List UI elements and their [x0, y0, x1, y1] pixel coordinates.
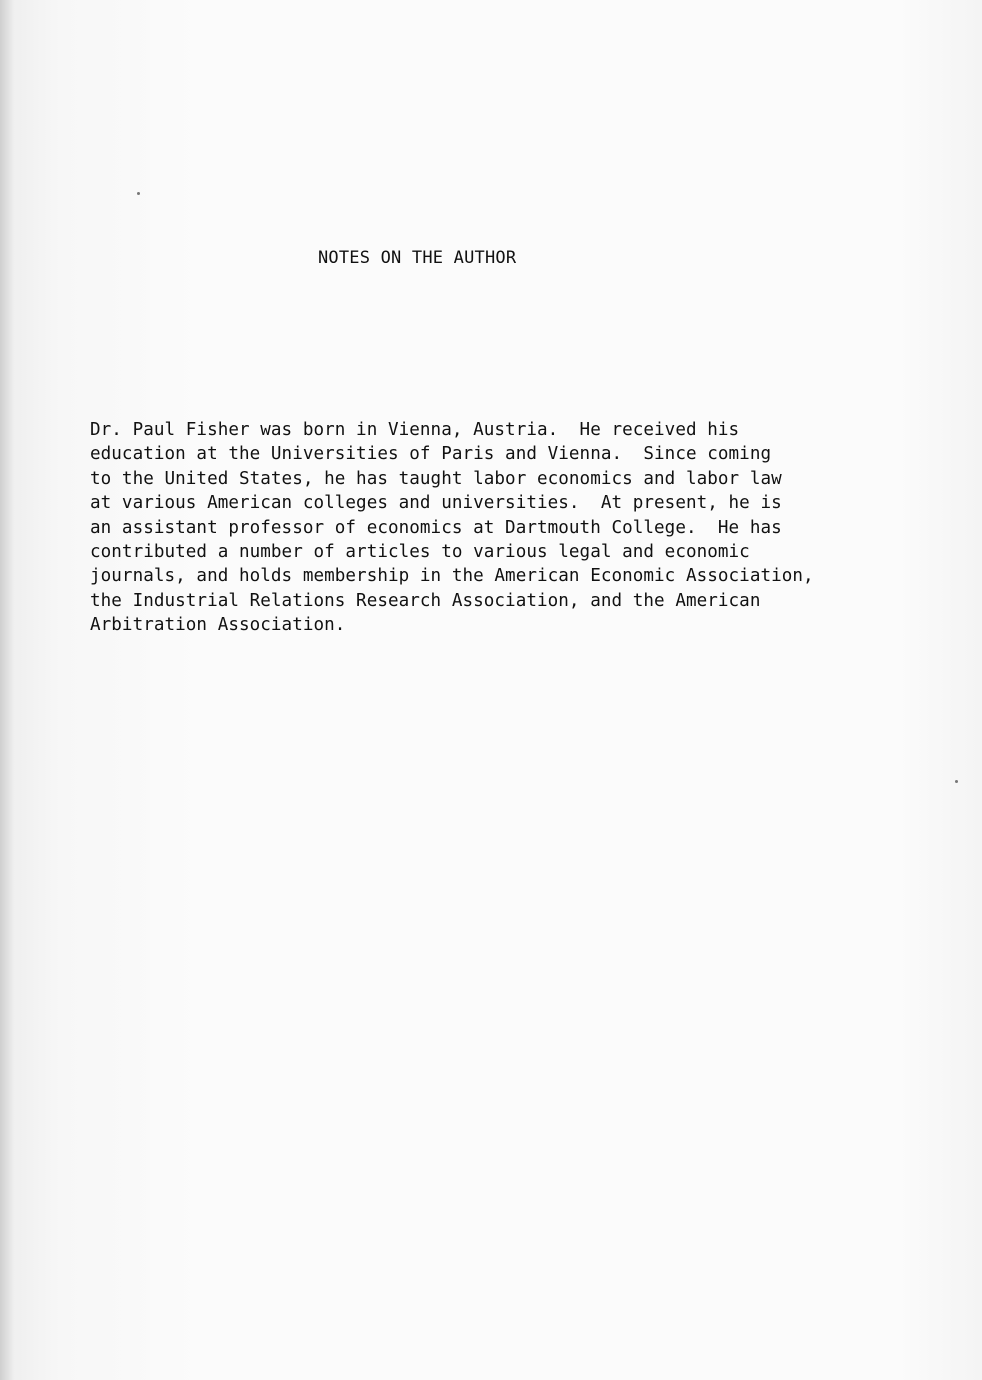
- text-line: an assistant professor of economics at Dartmouth College. He has: [90, 517, 782, 538]
- text-line: Arbitration Association.: [90, 615, 346, 636]
- author-bio-paragraph: [90, 418, 960, 638]
- page-edge-shadow: [0, 0, 14, 1380]
- text-line: journals, and holds membership in the American Economic Association,: [90, 566, 814, 587]
- text-line: Dr. Paul Fisher was born in Vienna, Austria. He received his: [90, 420, 740, 440]
- text-line: the Industrial Relations Research Association, and the American: [90, 590, 761, 611]
- text-line: contributed a number of articles to various legal and economic: [90, 542, 750, 563]
- paper-speck: [137, 192, 140, 195]
- paper-speck: [955, 780, 958, 783]
- text-line: to the United States, he has taught labor economics and labor law: [90, 468, 782, 489]
- page-title: NOTES ON THE AUTHOR: [318, 248, 517, 268]
- text-line: at various American colleges and universities. At present, he is: [90, 493, 782, 514]
- text-line: education at the Universities of Paris and Vienna. Since coming: [90, 444, 772, 465]
